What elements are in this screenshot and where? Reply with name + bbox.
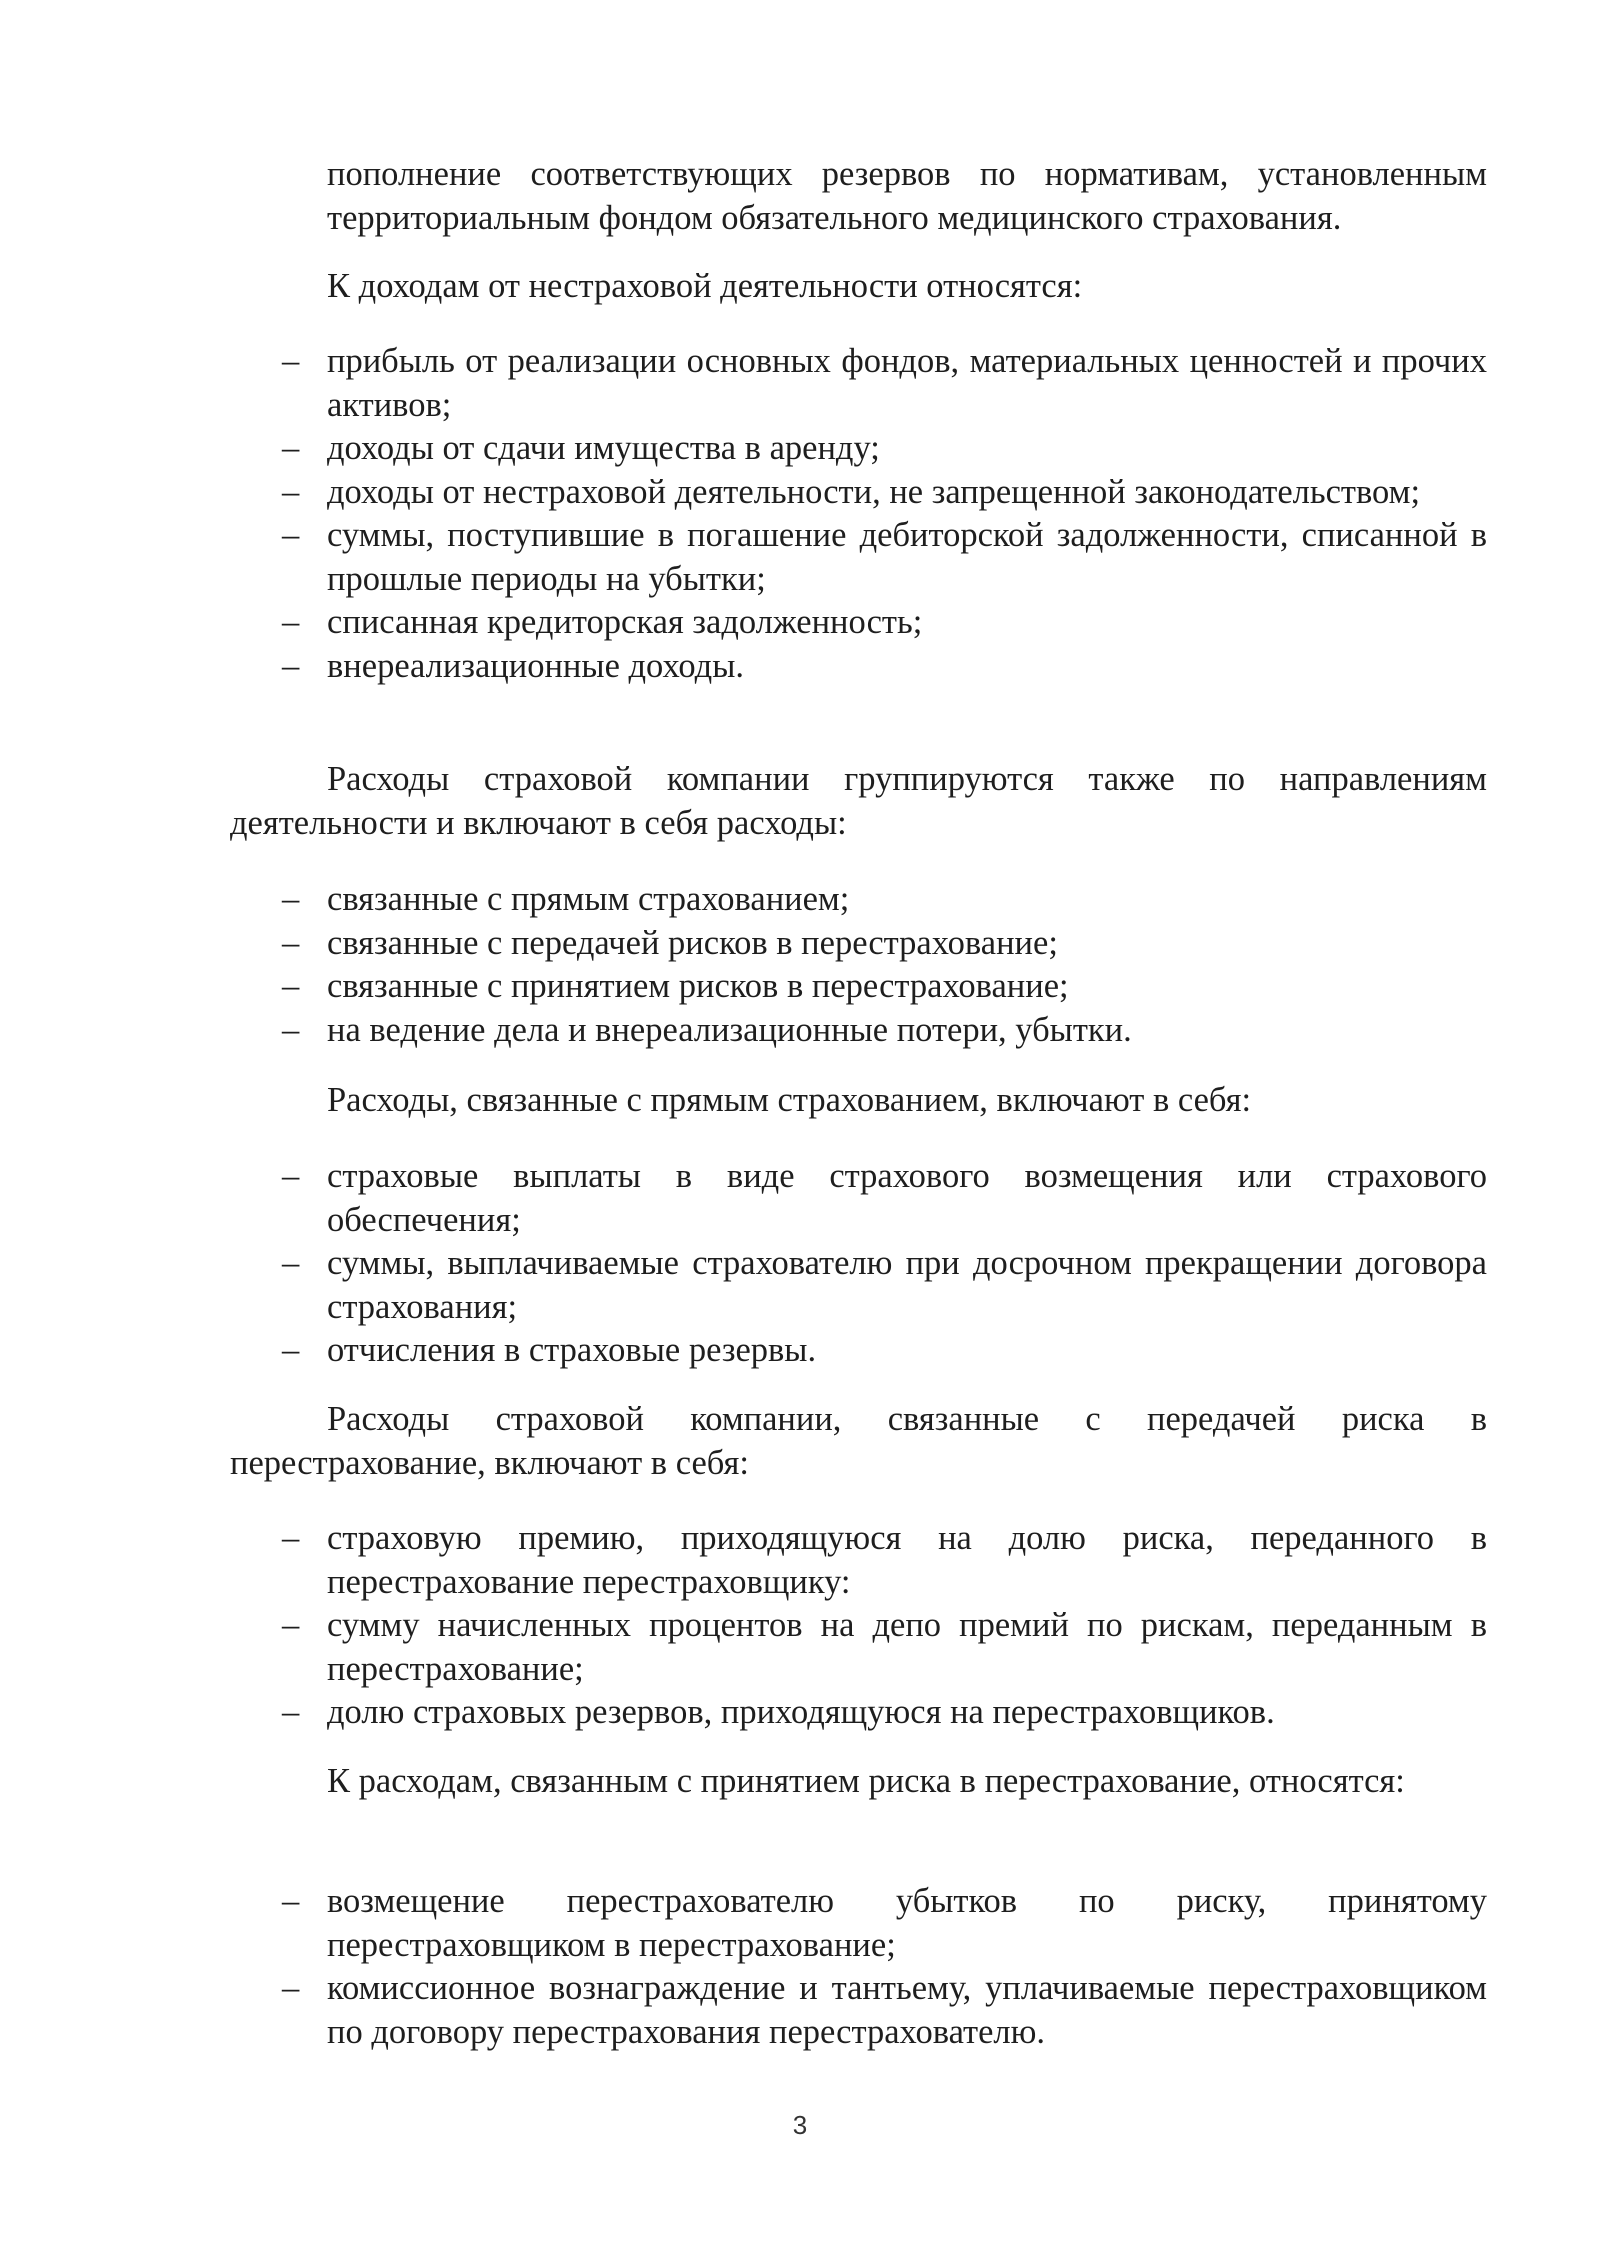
list-item-text: связанные с прямым страхованием; [327, 880, 850, 918]
list-ceded-expenses [230, 1517, 1487, 1735]
list-item-text: связанные с принятием рисков в перестрахование; [327, 967, 1069, 1005]
dash-bullet-icon: – [282, 1969, 300, 2007]
list-item-text: на ведение дела и внереализационные потери, убытки. [327, 1010, 1132, 1049]
list-nonins-income [230, 340, 1487, 688]
list-item [230, 514, 1487, 601]
dash-bullet-icon: – [282, 880, 300, 918]
dash-bullet-icon: – [282, 1519, 300, 1557]
dash-bullet-icon: – [282, 967, 300, 1005]
list-item-text: долю страховых резервов, приходящуюся на перестраховщиков. [327, 1693, 1275, 1731]
list-item-text: комиссионное вознаграждение и тантьему, уплачиваемые перестраховщиком по договору перестрахования перестрахователю. [327, 1969, 1487, 2051]
paragraph-intro-continuation: пополнение соответствующих резервов по нормативам, установленным территориальным фондом обязательного медицинского страхования. [327, 155, 1487, 237]
dash-bullet-icon: – [282, 472, 300, 511]
list-item-text: страховые выплаты в виде страхового возмещения или страхового обеспечения; [327, 1157, 1487, 1239]
list-item [230, 1009, 1487, 1053]
list-item-text: суммы, поступившие в погашение дебиторской задолженности, списанной в прошлые периоды на убытки; [327, 516, 1487, 598]
dash-bullet-icon: – [282, 1010, 300, 1049]
list-item [230, 878, 1487, 922]
list-item [230, 965, 1487, 1009]
list-item [230, 1691, 1487, 1735]
list-assumed-expenses [230, 1880, 1487, 2054]
list-item [230, 427, 1487, 471]
dash-bullet-icon: – [282, 1157, 300, 1195]
dash-bullet-icon: – [282, 603, 300, 641]
page-number: 3 [792, 2110, 808, 2140]
list-item [230, 645, 1487, 689]
list-item [230, 601, 1487, 645]
list-item [230, 1329, 1487, 1373]
list-item-text: возмещение перестрахователю убытков по риску, принятому перестраховщиком в перестрахование; [327, 1882, 1487, 1964]
dash-bullet-icon: – [282, 1882, 300, 1920]
list-item [230, 340, 1487, 427]
list-item-text: страховую премию, приходящуюся на долю риска, переданного в перестрахование перестраховщику: [327, 1519, 1487, 1601]
list-item [230, 1967, 1487, 2054]
dash-bullet-icon: – [282, 342, 300, 380]
list-item [230, 1242, 1487, 1329]
dash-bullet-icon: – [282, 1693, 300, 1731]
list-expenses-grouped [230, 878, 1487, 1052]
dash-bullet-icon: – [282, 1331, 300, 1369]
list-item [230, 1604, 1487, 1691]
list-item-text: суммы, выплачиваемые страхователю при досрочном прекращении договора страхования; [327, 1244, 1487, 1326]
list-item-text: доходы от сдачи имущества в аренду; [327, 429, 880, 467]
list-item [230, 471, 1487, 515]
list-direct-expenses [230, 1155, 1487, 1373]
dash-bullet-icon: – [282, 1606, 300, 1644]
dash-bullet-icon: – [282, 923, 300, 962]
paragraph-assumed-expenses: К расходам, связанным с принятием риска в перестрахование, относятся: [327, 1762, 1405, 1800]
dash-bullet-icon: – [282, 516, 300, 554]
paragraph-expenses-grouped: Расходы страховой компании группируются также по направлениям деятельности и включают в себя расходы: [230, 760, 1487, 842]
dash-bullet-icon: – [282, 1244, 300, 1282]
list-item-text: списанная кредиторская задолженность; [327, 603, 923, 641]
list-item-text: доходы от нестраховой деятельности, не запрещенной законодательством; [327, 472, 1421, 511]
list-item-text: связанные с передачей рисков в перестрахование; [327, 923, 1058, 962]
paragraph-nonins-income: К доходам от нестраховой деятельности относятся: [327, 267, 1083, 305]
list-item [230, 1517, 1487, 1604]
list-item [230, 1155, 1487, 1242]
list-item-text: сумму начисленных процентов на депо премий по рискам, переданным в перестрахование; [327, 1606, 1487, 1688]
dash-bullet-icon: – [282, 429, 300, 467]
dash-bullet-icon: – [282, 646, 300, 685]
list-item-text: внереализационные доходы. [327, 646, 744, 685]
paragraph-ceded-expenses: Расходы страховой компании, связанные с передачей риска в перестрахование, включают в себя: [230, 1400, 1487, 1482]
list-item [230, 1880, 1487, 1967]
list-item-text: отчисления в страховые резервы. [327, 1331, 817, 1369]
paragraph-direct-expenses: Расходы, связанные с прямым страхованием, включают в себя: [327, 1081, 1252, 1119]
list-item [230, 922, 1487, 966]
list-item-text: прибыль от реализации основных фондов, материальных ценностей и прочих активов; [327, 342, 1487, 424]
